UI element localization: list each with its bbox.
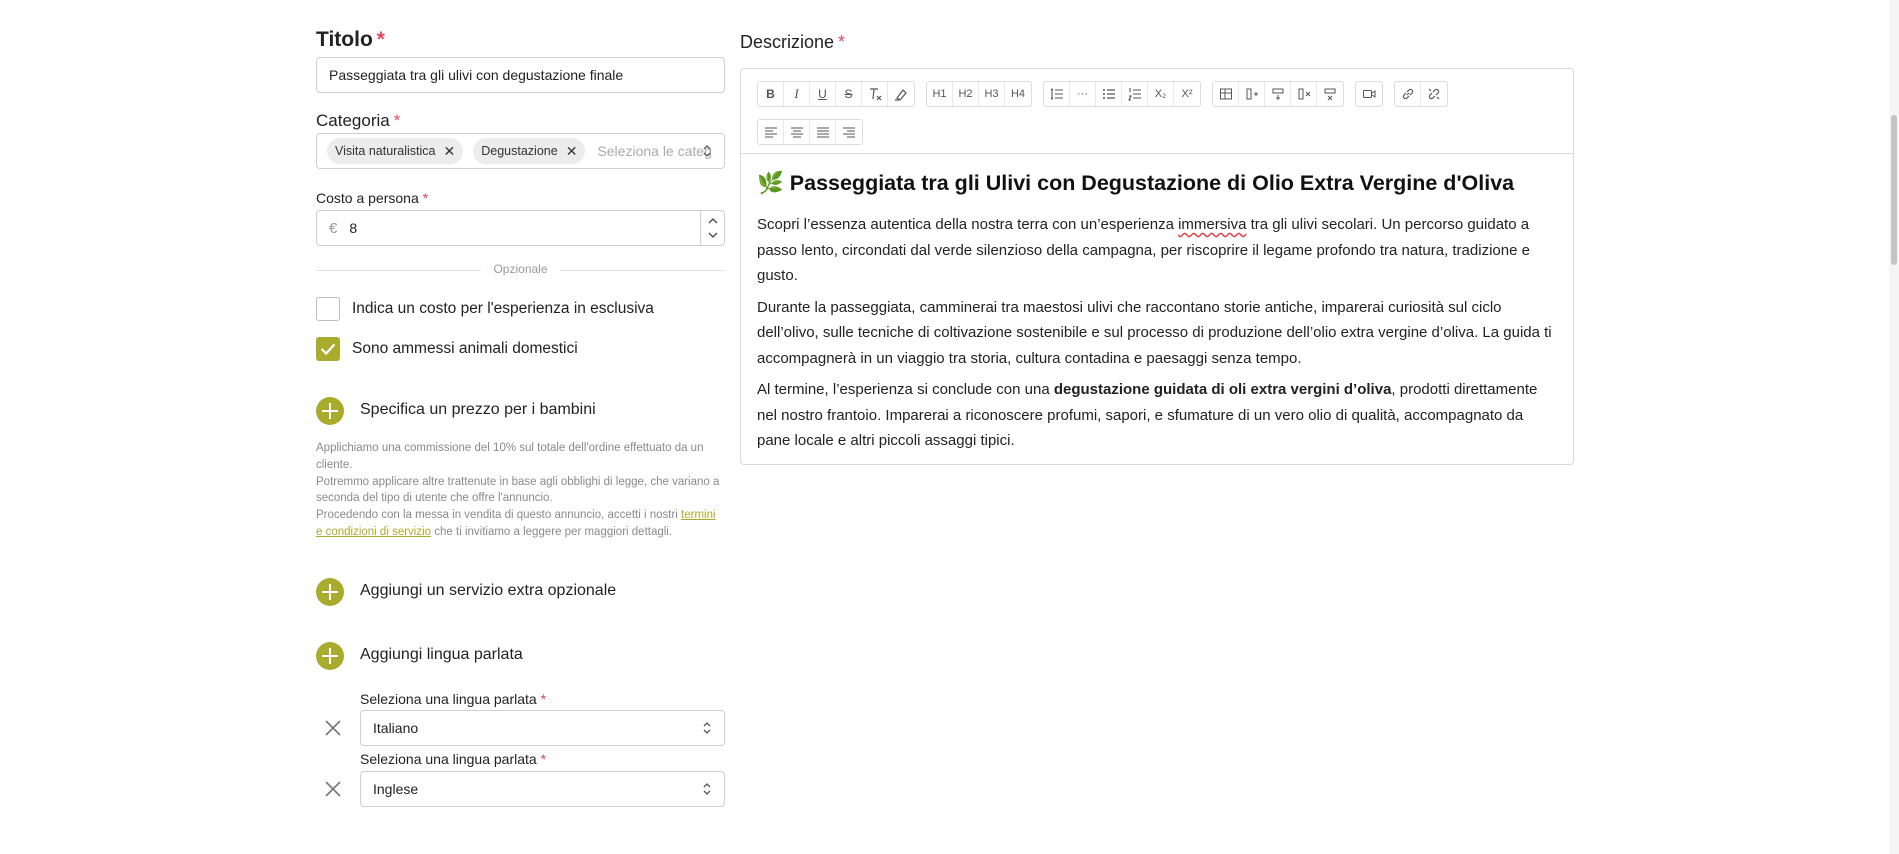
bullet-list-icon[interactable] xyxy=(1096,82,1122,106)
add-children-price-label[interactable]: Specifica un prezzo per i bambini xyxy=(360,401,596,418)
delete-row-icon[interactable] xyxy=(1317,82,1343,106)
video-icon[interactable] xyxy=(1356,82,1382,106)
description-heading: 🌿 Passeggiata tra gli Ulivi con Degustazione di Olio Extra Vergine d'Oliva xyxy=(757,171,1515,195)
title-label: Titolo * xyxy=(316,28,385,51)
link-icon[interactable] xyxy=(1395,82,1421,106)
select-arrows-icon xyxy=(702,782,712,796)
remove-tag-icon[interactable]: ✕ xyxy=(443,142,456,159)
bold-icon[interactable]: B xyxy=(758,82,784,106)
unlink-icon[interactable] xyxy=(1421,82,1447,106)
heading-1-icon[interactable]: H1 xyxy=(927,82,953,106)
clear-format-icon[interactable] xyxy=(862,82,888,106)
add-language-label[interactable]: Aggiungi lingua parlata xyxy=(360,646,523,663)
italic-icon[interactable]: I xyxy=(784,82,810,106)
description-paragraph: Scopri l’essenza autentica della nostra terra con un’esperienza immersiva tra gli ulivi secolari. Un percorso guidato a passo lento, circondati dal verde silenzioso della campagna, per riscoprire il legame profondo tra natura, tradizione e gusto. xyxy=(757,216,1530,284)
remove-language-icon[interactable] xyxy=(324,719,342,737)
cost-label: Costo a persona * xyxy=(316,190,429,206)
description-paragraph: Durante la passeggiata, camminerai tra maestosi ulivi che raccontano storie antiche, imparerai curiosità sul ciclo dell’olivo, sulle tecniche di coltivazione sostenibile e sul processo di produzione dell’olio extra vergine d’oliva. La guida ti accompagnerà in un viaggio tra storia, cultura contadina e paesaggi senza tempo. xyxy=(757,298,1552,367)
line-height-icon[interactable] xyxy=(1044,82,1070,106)
category-tag: Degustazione ✕ xyxy=(473,138,585,164)
heading-4-icon[interactable]: H4 xyxy=(1010,88,1026,100)
check-icon xyxy=(317,338,339,360)
heading-3-icon[interactable]: H3 xyxy=(979,82,1005,106)
add-row-icon[interactable] xyxy=(1265,82,1291,106)
category-placeholder: Seleziona le categ xyxy=(597,143,712,159)
ordered-list-icon[interactable] xyxy=(1122,82,1148,106)
category-select[interactable] xyxy=(316,133,725,169)
add-extra-service-label[interactable]: Aggiungi un servizio extra opzionale xyxy=(360,582,617,599)
more-icon[interactable]: ··· xyxy=(1070,82,1096,106)
editor-content[interactable] xyxy=(757,171,1557,460)
language-select[interactable]: Inglese xyxy=(360,771,725,807)
align-right-icon[interactable] xyxy=(836,120,862,144)
title-input[interactable]: Passeggiata tra gli ulivi con degustazione finale xyxy=(316,57,725,93)
pets-allowed-label: Sono ammessi animali domestici xyxy=(352,340,578,357)
page-scrollbar[interactable] xyxy=(1889,0,1899,854)
language-select[interactable]: Italiano xyxy=(360,710,725,746)
strikethrough-icon[interactable]: S xyxy=(836,82,862,106)
rich-text-editor[interactable] xyxy=(740,68,1574,465)
description-label: Descrizione * xyxy=(740,32,846,52)
terms-link[interactable]: termini e condizioni di servizio xyxy=(316,509,716,538)
remove-tag-icon[interactable]: ✕ xyxy=(565,142,578,159)
exclusive-cost-checkbox[interactable] xyxy=(316,297,340,321)
add-column-icon[interactable] xyxy=(1239,82,1265,106)
scrollbar-thumb[interactable] xyxy=(1891,115,1897,265)
superscript-icon[interactable]: X² xyxy=(1181,88,1193,100)
underline-icon[interactable]: U xyxy=(810,82,836,106)
category-label: Categoria * xyxy=(316,111,401,130)
language-label: Seleziona una lingua parlata * xyxy=(360,751,547,767)
commission-note: Applichiamo una commissione del 10% sul totale dell'ordine effettuato da un cliente. Potremmo applicare altre trattenute in base agli obblighi di legge, che variano a seconda del tipo di utente che offre l'annuncio. Procedendo con la messa in vendita di questo annuncio, accetti i nostri termini e condizioni di servizio che ti invitiamo a leggere per maggiori dettagli. xyxy=(316,442,720,538)
cost-stepper[interactable] xyxy=(700,211,724,245)
editor-toolbar xyxy=(741,69,1573,154)
delete-column-icon[interactable] xyxy=(1291,82,1317,106)
category-tag: Visita naturalistica ✕ xyxy=(327,138,463,164)
add-extra-service-button[interactable] xyxy=(316,578,344,606)
select-arrows-icon xyxy=(702,144,712,158)
cost-input[interactable]: € 8 xyxy=(316,210,725,246)
leaf-icon: 🌿 xyxy=(757,171,784,195)
select-arrows-icon xyxy=(702,721,712,735)
add-language-button[interactable] xyxy=(316,642,344,670)
subscript-icon[interactable]: X₂ xyxy=(1148,82,1174,106)
description-paragraph: Al termine, l’esperienza si conclude con una degustazione guidata di oli extra vergini d’oliva, prodotti direttamente nel nostro frantoio. Imparerai a riconoscere profumi, sapori, e sfumature di un vero olio di qualità, accompagnato da pane locale e altri piccoli assaggi tipici. xyxy=(757,381,1538,449)
align-justify-icon[interactable] xyxy=(810,120,836,144)
heading-2-icon[interactable]: H2 xyxy=(953,82,979,106)
remove-language-icon[interactable] xyxy=(324,780,342,798)
align-center-icon[interactable] xyxy=(784,120,810,144)
align-left-icon[interactable] xyxy=(758,120,784,144)
table-icon[interactable] xyxy=(1213,82,1239,106)
chevron-up-icon[interactable] xyxy=(708,217,718,225)
exclusive-cost-label: Indica un costo per l'esperienza in esclusiva xyxy=(352,300,654,317)
euro-icon: € xyxy=(329,219,338,237)
highlight-icon[interactable] xyxy=(888,82,914,106)
pets-allowed-checkbox[interactable] xyxy=(316,337,340,361)
optional-separator: Opzionale xyxy=(316,270,725,271)
language-label: Seleziona una lingua parlata * xyxy=(360,691,547,707)
chevron-down-icon[interactable] xyxy=(708,231,718,239)
add-children-price-button[interactable] xyxy=(316,397,344,425)
